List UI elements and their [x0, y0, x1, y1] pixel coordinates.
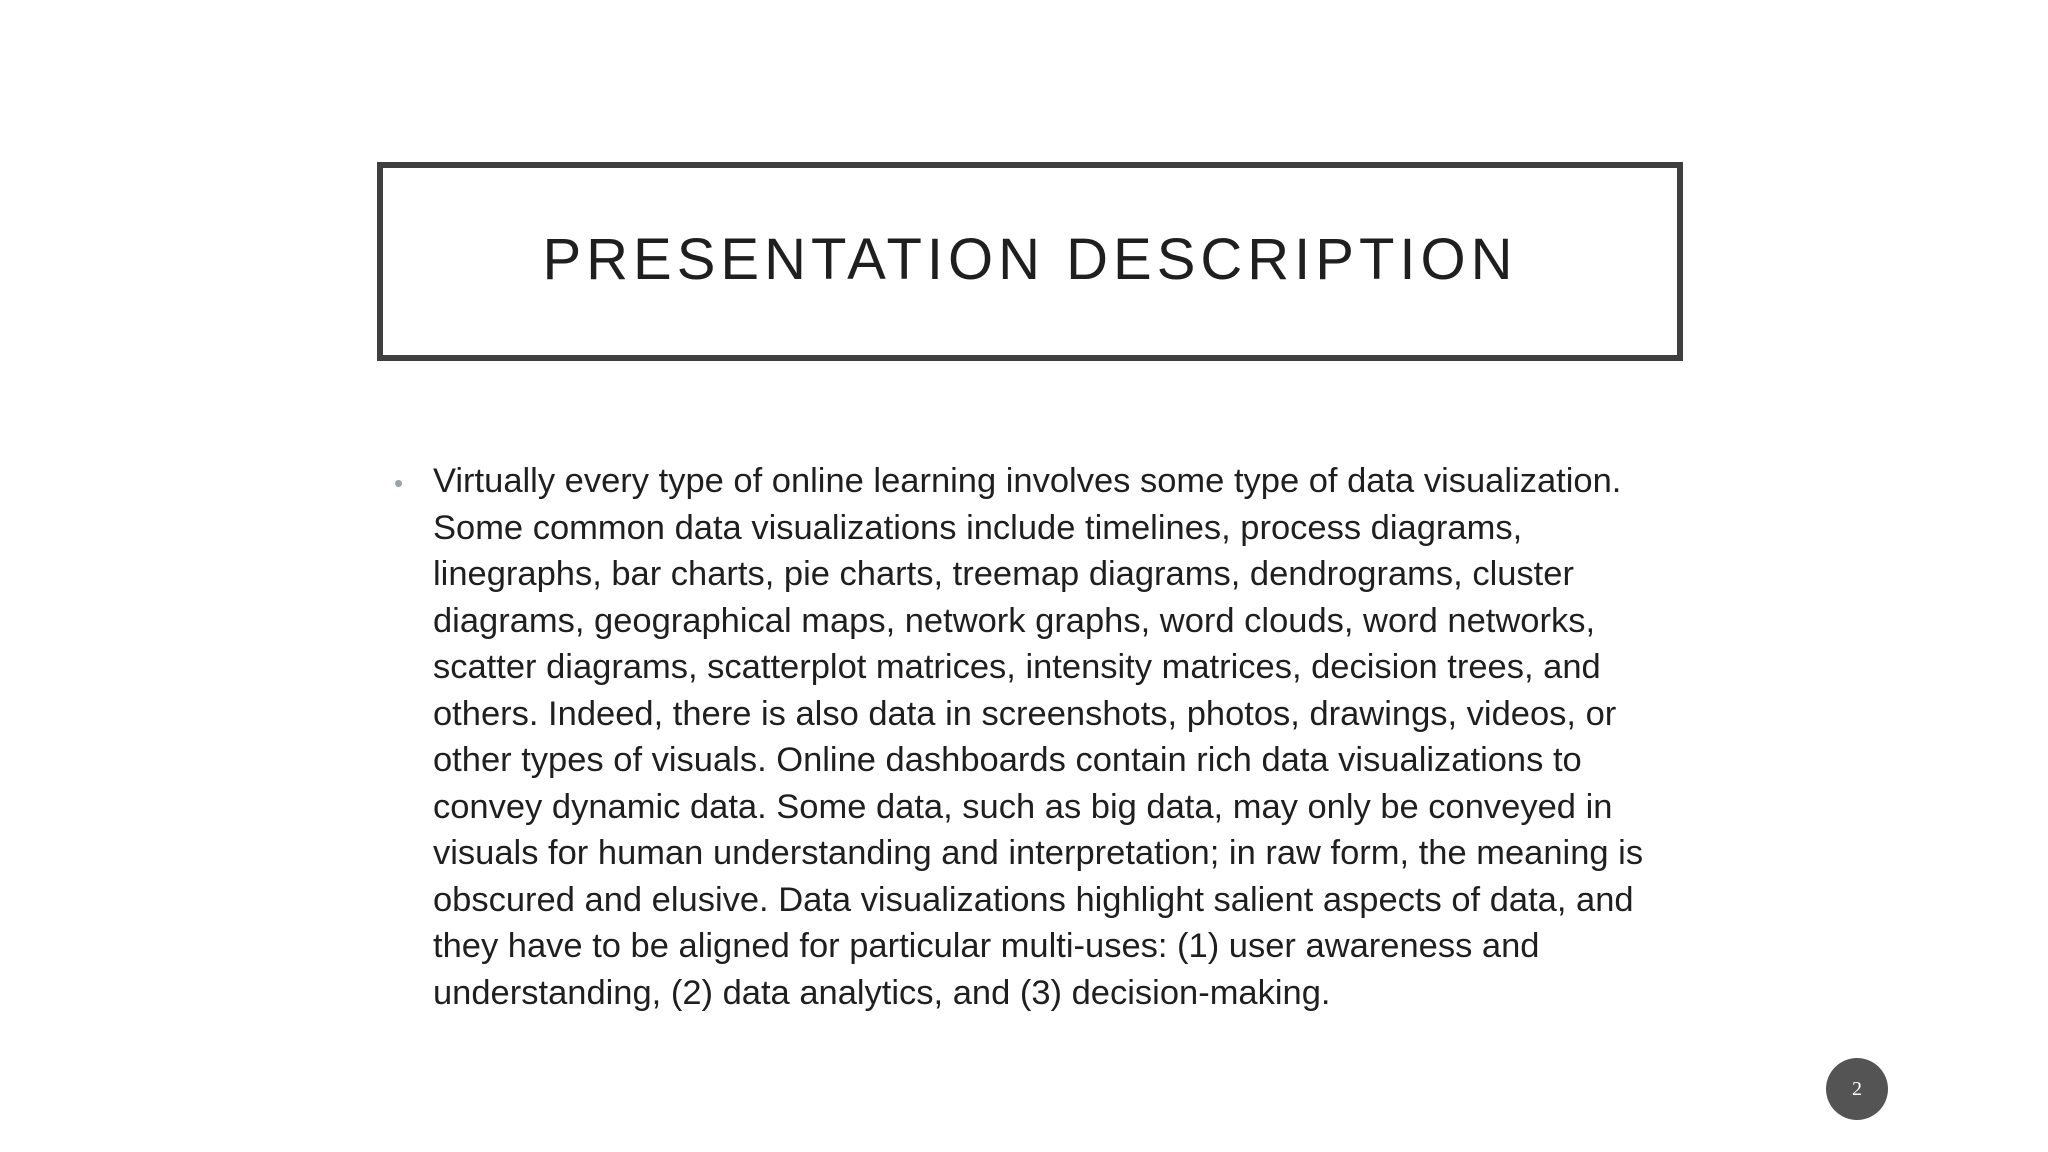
body-line: obscured and elusive. Data visualizations highlight salient aspects of data, and: [433, 880, 1634, 919]
body-line: convey dynamic data. Some data, such as big data, may only be conveyed in: [433, 787, 1613, 826]
body-line: Virtually every type of online learning involves some type of data visualization.: [433, 462, 1622, 500]
bullet-icon: •: [394, 468, 404, 498]
body-line: Some common data visualizations include timelines, process diagrams,: [433, 508, 1523, 547]
body-line: diagrams, geographical maps, network graphs, word clouds, word networks,: [433, 601, 1596, 640]
body-line: scatter diagrams, scatterplot matrices, intensity matrices, decision trees, and: [433, 648, 1601, 686]
body-line: visuals for human understanding and interpretation; in raw form, the meaning is: [433, 834, 1644, 872]
slide-body: [392, 458, 1692, 1016]
slide-title: PRESENTATION DESCRIPTION: [542, 227, 1518, 292]
body-line: they have to be aligned for particular multi-uses: (1) user awareness and: [433, 927, 1540, 965]
title-box: [377, 162, 1683, 361]
body-line: others. Indeed, there is also data in screenshots, photos, drawings, videos, or: [433, 694, 1617, 733]
body-line: other types of visuals. Online dashboards contain rich data visualizations to: [433, 741, 1582, 779]
page-number-badge: 2: [1826, 1058, 1888, 1120]
body-line: linegraphs, bar charts, pie charts, treemap diagrams, dendrograms, cluster: [433, 555, 1574, 593]
body-line: understanding, (2) data analytics, and (3) decision-making.: [433, 973, 1331, 1012]
bullet-item: [392, 458, 1692, 1016]
